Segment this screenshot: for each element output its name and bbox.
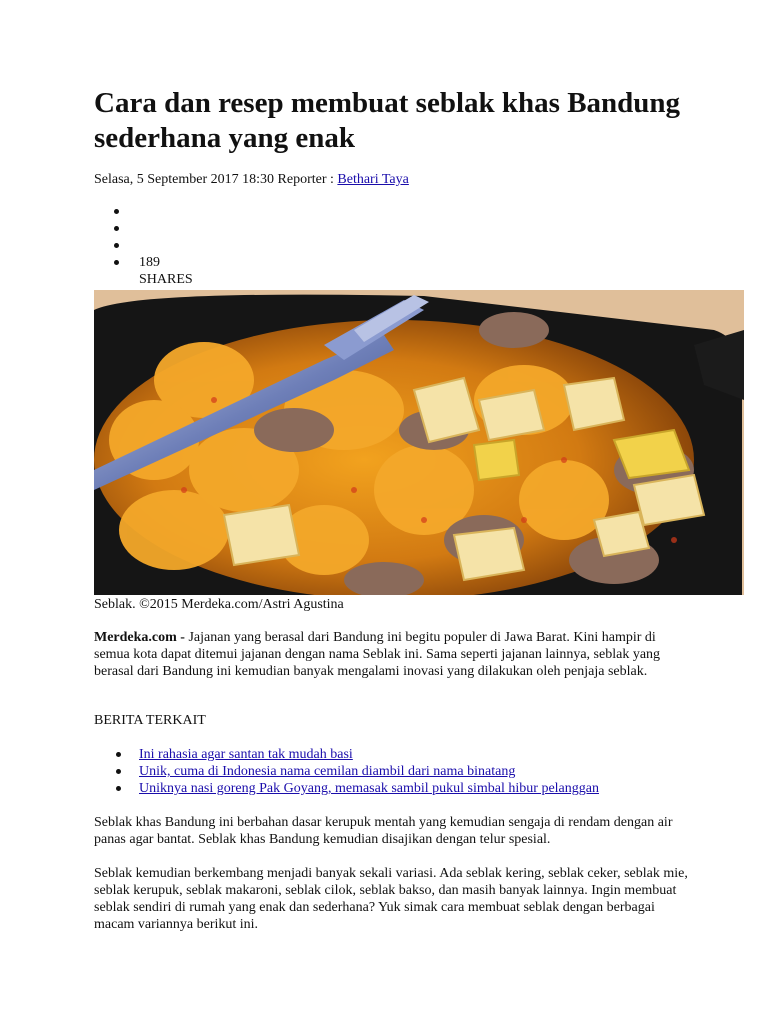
share-count-item xyxy=(94,254,193,288)
bullet-icon xyxy=(114,226,119,231)
lead-text: Jajanan yang berasal dari Bandung ini begitu populer di Jawa Barat. Kini hampir di semua kota dapat ditemui jajanan dengan nama Seblak ini. Sama seperti jajanan lainnya, seblak yang berasal dari Bandung ini kemudian banyak mengalami inovasi yang dilakukan oleh penjaja seblak. xyxy=(94,630,661,679)
share-buttons xyxy=(94,203,193,288)
bullet-icon xyxy=(116,786,121,791)
related-links xyxy=(94,746,599,797)
byline-date: Selasa, 5 September 2017 18:30 Reporter : xyxy=(94,172,338,187)
lead-source: Merdeka.com - xyxy=(94,630,189,645)
image-caption: Seblak. ©2015 Merdeka.com/Astri Agustina xyxy=(94,597,344,612)
share-item[interactable] xyxy=(94,220,193,237)
related-heading: BERITA TERKAIT xyxy=(94,713,206,728)
bullet-icon xyxy=(114,243,119,248)
bullet-icon xyxy=(116,752,121,757)
seblak-photo xyxy=(94,290,744,595)
byline xyxy=(94,171,409,189)
related-link[interactable]: Unik, cuma di Indonesia nama cemilan diambil dari nama binatang xyxy=(139,764,516,779)
body-paragraph: Seblak khas Bandung ini berbahan dasar kerupuk mentah yang kemudian sengaja di rendam dengan air panas agar bantat. Seblak khas Bandung kemudian disajikan dengan telur spesial. xyxy=(94,815,673,847)
body-paragraph: Seblak kemudian berkembang menjadi banyak sekali variasi. Ada seblak kering, seblak ceker, seblak mie, seblak kerupuk, seblak makaroni, seblak cilok, seblak bakso, dan masih banyak lainnya. Ingin membuat seblak sendiri di rumah yang enak dan sederhana? Yuk simak cara membuat seblak dengan berbagai macam variannya berikut ini. xyxy=(94,866,688,932)
share-count: 189 xyxy=(139,255,160,270)
share-item[interactable] xyxy=(94,203,193,220)
bullet-icon xyxy=(116,769,121,774)
bullet-icon xyxy=(114,209,119,214)
related-link[interactable]: Ini rahasia agar santan tak mudah basi xyxy=(139,747,353,762)
share-label: SHARES xyxy=(139,272,193,287)
lead-paragraph xyxy=(94,629,694,680)
list-item xyxy=(94,746,599,763)
bullet-icon xyxy=(114,260,119,265)
share-item[interactable] xyxy=(94,237,193,254)
list-item xyxy=(94,763,599,780)
related-link[interactable]: Uniknya nasi goreng Pak Goyang, memasak sambil pukul simbal hibur pelanggan xyxy=(139,781,599,796)
page-title: Cara dan resep membuat seblak khas Bandung sederhana yang enak xyxy=(94,87,681,154)
list-item xyxy=(94,780,599,797)
reporter-link[interactable]: Bethari Taya xyxy=(337,172,409,187)
article-image xyxy=(94,290,744,595)
